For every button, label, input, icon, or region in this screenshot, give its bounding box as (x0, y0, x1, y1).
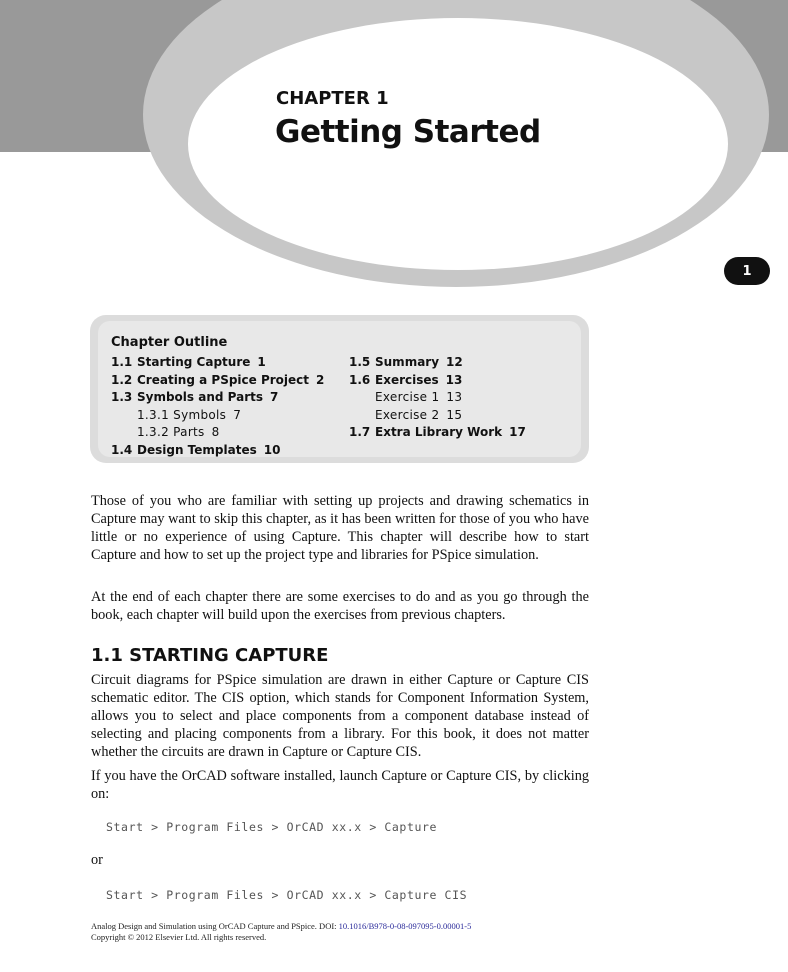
section-paragraph: If you have the OrCAD software installed, launch Capture or Capture CIS, by clicking on: (91, 768, 589, 802)
outline-item-title: Symbols (173, 407, 227, 422)
outline-right-column (349, 354, 526, 442)
outline-left-column (111, 354, 324, 459)
outline-item-number: 1.2 (111, 372, 133, 387)
outline-item-page: 8 (211, 425, 220, 439)
outline-item-page: 13 (445, 372, 463, 387)
chapter-title: Getting Started (275, 114, 541, 150)
footer-citation-line (91, 921, 471, 932)
outline-item-title: Extra Library Work (375, 425, 503, 439)
section-paragraph: Circuit diagrams for PSpice simulation are drawn in either Capture or Capture CIS schematic editor. The CIS option, which stands for Component Information System, allows you to select and place components from a component database instead of selecting and placing components from a library. For this book, it does not matter whether the circuits are drawn in Capture or Capture CIS. (91, 672, 589, 760)
doi-link[interactable]: 10.1016/B978-0-08-097095-0.00001-5 (338, 921, 472, 931)
outline-item-number: 1.4 (111, 442, 133, 457)
outline-item-page: 15 (446, 407, 463, 422)
outline-item[interactable] (111, 354, 324, 372)
outline-item[interactable] (111, 372, 324, 390)
outline-heading: Chapter Outline (111, 335, 228, 350)
intro-paragraph: At the end of each chapter there are some exercises to do and as you go through the book, each chapter will build upon the exercises from previous chapters. (91, 589, 589, 623)
outline-item-number: 1.3.1 (137, 407, 170, 422)
outline-item[interactable] (111, 442, 324, 460)
outline-item-page: 2 (316, 372, 325, 387)
page-number-badge: 1 (724, 257, 770, 285)
outline-item-page: 7 (233, 407, 242, 422)
outline-item-title: Exercise 1 (375, 390, 440, 404)
outline-item-number: 1.3.2 (137, 425, 170, 439)
outline-item-title: Creating a PSpice Project (137, 372, 310, 387)
outline-item[interactable] (349, 424, 526, 442)
page-footer (91, 921, 471, 943)
section-heading: 1.1 STARTING CAPTURE (91, 645, 329, 666)
footer-copyright: Copyright © 2012 Elsevier Ltd. All rights reserved. (91, 932, 267, 942)
outline-item-number: 1.5 (349, 355, 371, 369)
outline-item[interactable] (111, 424, 324, 442)
outline-item-page: 7 (270, 390, 279, 404)
chapter-label: CHAPTER 1 (276, 88, 389, 109)
outline-item[interactable] (349, 407, 526, 425)
outline-item-title: Design Templates (137, 442, 257, 457)
or-text: or (91, 852, 103, 868)
outline-item[interactable] (111, 389, 324, 407)
outline-item[interactable] (349, 389, 526, 407)
outline-item-title: Exercise 2 (375, 407, 440, 422)
outline-item[interactable] (111, 407, 324, 425)
chapter-outline-box (90, 315, 589, 463)
outline-item-page: 17 (509, 425, 526, 439)
outline-item-number: 1.6 (349, 372, 371, 387)
outline-item-page: 13 (446, 390, 463, 404)
outline-item-page: 12 (446, 355, 463, 369)
outline-item-title: Parts (173, 425, 205, 439)
code-path: Start > Program Files > OrCAD xx.x > Capture CIS (106, 888, 468, 902)
outline-item[interactable] (349, 372, 526, 390)
outline-item-page: 10 (263, 442, 281, 457)
outline-item-title: Starting Capture (137, 355, 251, 369)
footer-citation: Analog Design and Simulation using OrCAD Capture and PSpice. DOI: (91, 921, 339, 931)
outline-item[interactable] (349, 354, 526, 372)
intro-paragraph: Those of you who are familiar with setting up projects and drawing schematics in Capture may want to skip this chapter, as it has been written for those of you who have little or no experience of using Capture. This chapter will describe how to start Capture and how to set up the project type and libraries for PSpice simulation. (91, 493, 589, 563)
outline-item-number: 1.7 (349, 425, 371, 439)
outline-item-page: 1 (257, 355, 266, 369)
outline-item-title: Summary (375, 355, 440, 369)
chapter-outline-panel (98, 321, 581, 457)
outline-item-title: Exercises (375, 372, 439, 387)
code-path: Start > Program Files > OrCAD xx.x > Capture (106, 820, 438, 834)
outline-item-number: 1.1 (111, 355, 133, 369)
outline-item-title: Symbols and Parts (137, 390, 264, 404)
outline-item-number: 1.3 (111, 390, 133, 404)
